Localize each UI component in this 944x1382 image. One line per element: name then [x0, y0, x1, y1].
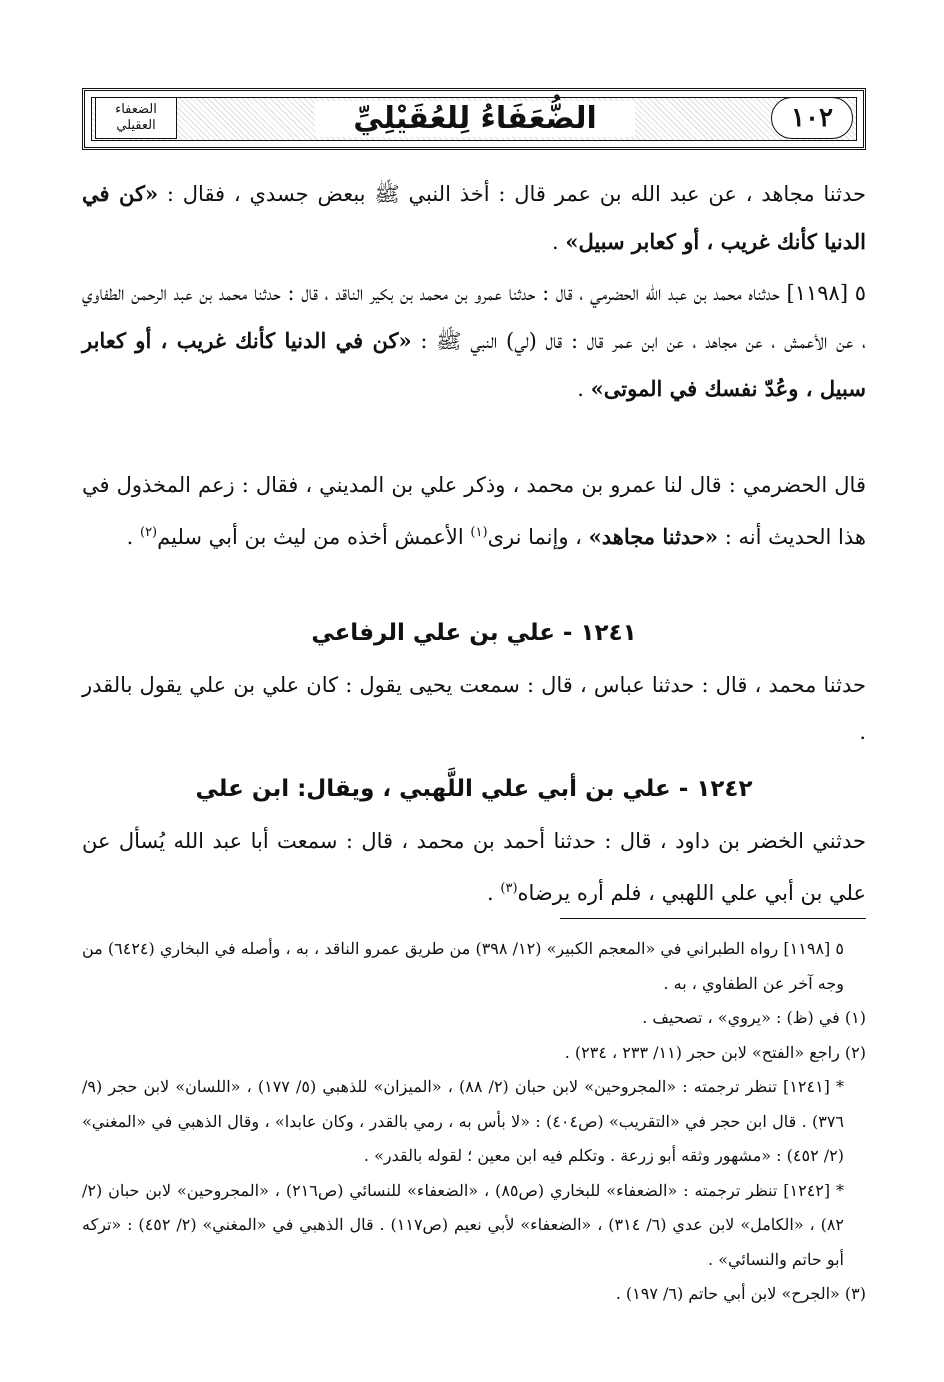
footnote-2: (٢) راجع «الفتح» لابن حجر (١١/ ٢٣٣ ، ٢٣٤) .: [564, 1042, 866, 1062]
paragraph-1198: [82, 270, 866, 413]
hadith-quote: «كن في الدنيا كأنك غريب ، أو كعابر سبيل ، وعُدّ نفسك في الموتى»: [82, 328, 866, 401]
text: .: [577, 377, 591, 401]
text: .: [551, 230, 566, 254]
page-header: [82, 88, 866, 150]
text: حدثنا مجاهد ، عن عبد الله بن عمر قال : أخذ النبي ﷺ ببعض جسدي ، فقال :: [158, 182, 866, 206]
entry-heading-1241: ١٢٤١ - علي بن علي الرفاعي: [311, 620, 637, 646]
paragraph-1241: [82, 662, 866, 756]
page-number: ١٠٢: [771, 97, 853, 139]
text: حدثني الخضر بن داود ، قال : حدثنا أحمد بن محمد ، قال : سمعت أبا عبد الله يُسأل عن علي بن أبي علي اللهبي ، فلم أره يرضاه: [82, 829, 866, 905]
text: قال الحضرمي : قال لنا عمرو بن محمد ، وذكر علي بن المديني ، فقال : زعم المخذول في هذا الحديث أنه :: [82, 473, 866, 549]
footnote-1242: * [١٢٤٢] تنظر ترجمته : «الضعفاء» للبخاري (ص٨٥) ، «الضعفاء» للنسائي (ص٢١٦) ، «المجروحين» لابن حبان (٢/ ٨٢) ، «الكامل» لابن عدي (٦/ ٣١٤) ، «الضعفاء» لأبي نعيم (ص١١٧) . قال الذهبي في «المغني» (٢/ ٤٥٢) : «تركه أبو حاتم والنسائي» .: [82, 1180, 845, 1269]
paragraph-1242: [82, 818, 866, 917]
footnote-ref-1[interactable]: (١): [470, 525, 488, 540]
paragraph-1: [82, 170, 866, 266]
footnote-ref-2[interactable]: (٢): [139, 525, 158, 540]
footnote-divider: [560, 918, 866, 919]
isnad-text: ٥ [١١٩٨] حدثناه محمد بن عبد الله الحضرمي ، قال : حدثنا عمرو بن محمد بن بكير الناقد ، قال : حدثنا محمد بن عبد الرحمن الطفاوي ، عن الأعمش ، عن مجاهد ، عن ابن عمر قال : قال (لي) النبي ﷺ :: [82, 281, 866, 353]
entry-heading-1242: ١٢٤٢ - علي بن أبي علي اللَّهبي ، ويقال: ابن علي: [195, 776, 753, 802]
footnote-ref-3[interactable]: (٣): [500, 881, 518, 896]
footnote-3: (٣) «الجرح» لابن أبي حاتم (٦/ ١٩٧) .: [615, 1284, 866, 1303]
book-logo: الضعفاء العقيلي: [95, 97, 177, 139]
paragraph-hadrami: [82, 462, 866, 561]
text: حدثنا محمد ، قال : حدثنا عباس ، قال : سمعت يحيى يقول : كان علي بن علي يقول بالقدر .: [82, 673, 866, 744]
book-title: الضُّعَفَاءُ لِلعُقَيْلِيِّ: [315, 101, 635, 137]
footnote-1241: * [١٢٤١] تنظر ترجمته : «المجروحين» لابن حبان (٢/ ٨٨) ، «الميزان» للذهبي (٥/ ١٧٧) ، «اللسان» لابن حجر (٩/ ٣٧٦) . قال ابن حجر في «التقريب» (ص٤٠٤) : «لا بأس به ، رمي بالقدر ، وكان عابدا» ، وقال الذهبي في «المغني» (٢/ ٤٥٢) : «مشهور وثقه أبو زرعة . وتكلم فيه ابن معين ؛ لقوله بالقدر» .: [82, 1077, 845, 1165]
footnotes: [82, 932, 866, 1312]
footnote-1: (١) في (ظ) : «يروي» ، تصحيف .: [642, 1008, 866, 1027]
footnote-1198: ٥ [١١٩٨] رواه الطبراني في «المعجم الكبير» (١٢/ ٣٩٨) من طريق عمرو الناقد ، به ، وأصله في البخاري (٦٤٢٤) من وجه آخر عن الطفاوي ، به .: [82, 939, 845, 993]
text: الأعمش أخذه من ليث بن أبي سليم: [157, 525, 471, 549]
text: .: [487, 881, 501, 905]
hadith-quote: «كن في الدنيا كأنك غريب ، أو كعابر سبيل»: [82, 181, 866, 254]
quote: «حدثنا مجاهد»: [588, 524, 719, 549]
text: ، وإنما نرى: [487, 525, 589, 549]
text: .: [126, 525, 140, 549]
